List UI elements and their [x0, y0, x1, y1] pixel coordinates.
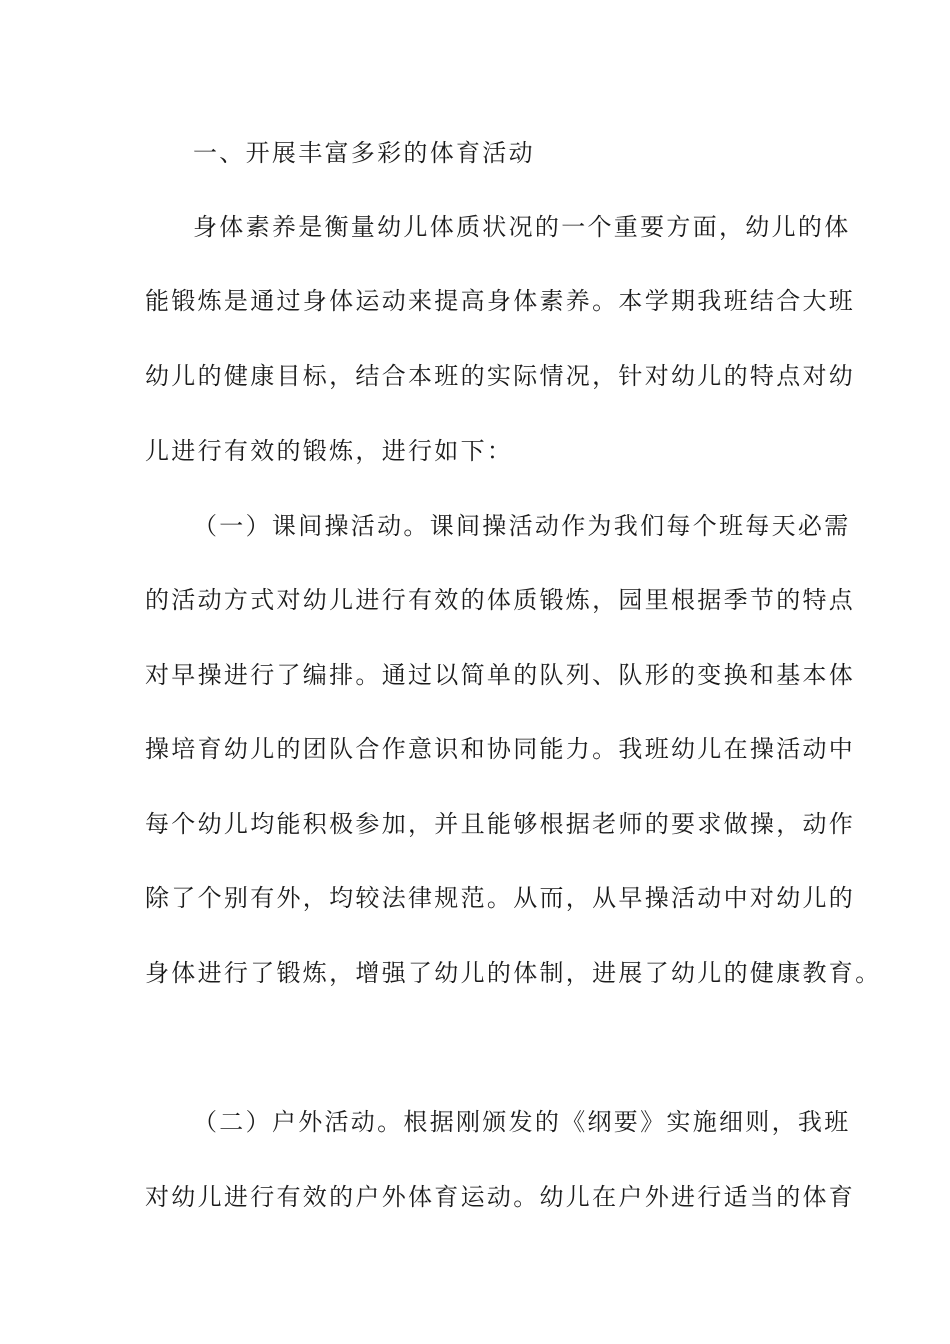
paragraph-line: （一）课间操活动。课间操活动作为我们每个班每天必需 — [193, 512, 851, 540]
paragraph-line: 操培育幼儿的团队合作意识和协同能力。我班幼儿在操活动中 — [145, 735, 856, 763]
paragraph-line: 每个幼儿均能积极参加，并且能够根据老师的要求做操，动作 — [145, 810, 856, 838]
paragraph-line: 儿进行有效的锻炼，进行如下： — [145, 437, 514, 465]
section-heading: 一、开展丰富多彩的体育活动 — [193, 139, 535, 167]
paragraph-line: 身体进行了锻炼，增强了幼儿的体制，进展了幼儿的健康教育。 — [145, 959, 882, 987]
paragraph-line: 对幼儿进行有效的户外体育运动。幼儿在户外进行适当的体育 — [145, 1183, 856, 1211]
paragraph-line: 的活动方式对幼儿进行有效的体质锻炼，园里根据季节的特点 — [145, 586, 856, 614]
paragraph-line: 身体素养是衡量幼儿体质状况的一个重要方面，幼儿的体 — [193, 213, 851, 241]
paragraph-line: 对早操进行了编排。通过以简单的队列、队形的变换和基本体 — [145, 661, 856, 689]
paragraph-line: 幼儿的健康目标，结合本班的实际情况，针对幼儿的特点对幼 — [145, 362, 856, 390]
paragraph-line: 能锻炼是通过身体运动来提高身体素养。本学期我班结合大班 — [145, 287, 856, 315]
paragraph-line: （二）户外活动。根据刚颁发的《纲要》实施细则，我班 — [193, 1108, 851, 1136]
paragraph-line: 除了个别有外，均较法律规范。从而，从早操活动中对幼儿的 — [145, 884, 856, 912]
